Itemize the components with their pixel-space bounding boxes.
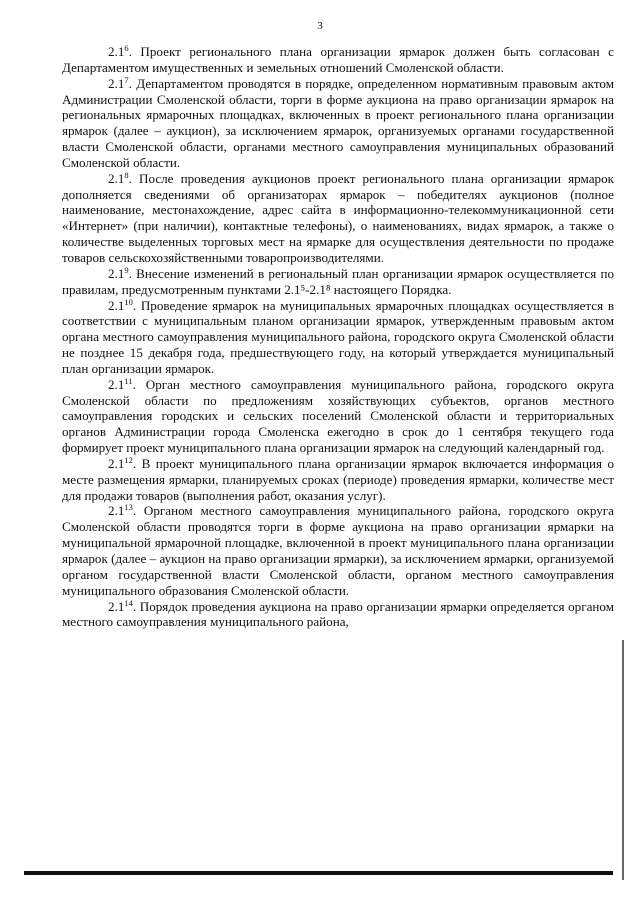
paragraph-text: . Департаментом проводятся в порядке, определенном нормативным правовым актом Администрации Смоленской области, торги в форме аукциона на право организации ярмарок на региональных ярмарочных площадках, включенных в проект регионального плана организации ярмарок (далее – аукцион), за исключением ярмарок, организуемых органами государственной власти Смоленской области, органами местного самоуправления муниципальных образований Смоленской области. bbox=[62, 75, 614, 170]
paragraph-2-1-11 bbox=[62, 377, 614, 456]
scan-edge-line bbox=[622, 640, 624, 880]
clause-number: 2.1 bbox=[108, 265, 125, 281]
clause-number: 2.1 bbox=[108, 376, 125, 392]
clause-number: 2.1 bbox=[108, 503, 125, 519]
clause-superscript: 13 bbox=[124, 502, 133, 513]
paragraph-text: . Проведение ярмарок на муниципальных ярмарочных площадках осуществляется в соответствии с муниципальным планом организации ярмарок, утвержденным правовым актом органа местного самоуправления муниципального района, городского округа Смоленской области не позднее 15 декабря года, предшествующего году, на который утверждается муниципальный план организации ярмарок. bbox=[62, 297, 614, 376]
clause-superscript: 6 bbox=[124, 43, 129, 53]
paragraph-2-1-10 bbox=[62, 298, 614, 377]
clause-number: 2.1 bbox=[108, 297, 125, 313]
clause-number: 2.1 bbox=[108, 44, 125, 59]
page-number: 3 bbox=[317, 20, 323, 32]
paragraph-text: . Порядок проведения аукциона на право организации ярмарки определяется органом местного самоуправления муниципального района, bbox=[62, 598, 614, 630]
paragraph-2-1-12 bbox=[62, 456, 614, 504]
paragraph-2-1-14 bbox=[62, 599, 614, 631]
paragraph-2-1-9 bbox=[62, 266, 614, 298]
clause-superscript: 7 bbox=[124, 74, 129, 85]
paragraph-text: . В проект муниципального плана организации ярмарок включается информация о месте размещения ярмарки, планируемых сроках (периоде) проведения ярмарки, количестве мест для продажи товаров (выполнения работ, оказания услуг). bbox=[62, 455, 614, 503]
clause-superscript: 14 bbox=[124, 597, 133, 608]
paragraph-text: . После проведения аукционов проект регионального плана организации ярмарок дополняется сведениями об организаторах ярмарок – победителях аукционов (полное наименование, местонахождение, адрес сайта в информационно-телекоммуникационной сети «Интернет» (при наличии), контактные телефоны), о наименованиях, видах ярмарок, а также о количестве выделенных торговых мест на ярмарке для осуществления деятельности по продаже товаров сельскохозяйственными товаропроизводителями. bbox=[62, 170, 614, 265]
clause-superscript: 8 bbox=[124, 169, 129, 180]
clause-number: 2.1 bbox=[108, 598, 125, 614]
clause-superscript: 10 bbox=[124, 296, 133, 307]
document-body bbox=[62, 44, 614, 630]
clause-superscript: 9 bbox=[124, 264, 129, 275]
paragraph-2-1-6 bbox=[62, 44, 614, 76]
paragraph-text: . Проект регионального плана организации ярмарок должен быть согласован с Департаментом имущественных и земельных отношений Смоленской области. bbox=[62, 44, 614, 75]
clause-number: 2.1 bbox=[108, 170, 125, 186]
paragraph-text: . Органом местного самоуправления муниципального района, городского округа Смоленской области проводятся торги в форме аукциона на право организации ярмарки на муниципальной ярмарочной площадке, включенной в проект муниципального плана организации ярмарок (далее – аукцион на право организации ярмарки), за исключением ярмарки, организуемой органом государственной власти Смоленской области, органом местного самоуправления муниципального образования Смоленской области. bbox=[62, 503, 614, 598]
paragraph-2-1-8 bbox=[62, 171, 614, 266]
clause-number: 2.1 bbox=[108, 75, 125, 91]
clause-number: 2.1 bbox=[108, 455, 125, 471]
paragraph-text: . Орган местного самоуправления муниципального района, городского округа Смоленской области по предложениям хозяйствующих субъектов, органов местного самоуправления городских и сельских поселений Смоленской области и территориальных органов Администрации города Смоленска ежегодно в срок до 1 сентября текущего года формирует проект муниципального плана организации ярмарок на следующий календарный год. bbox=[62, 376, 614, 456]
paragraph-2-1-13 bbox=[62, 503, 614, 598]
paragraph-2-1-7 bbox=[62, 76, 614, 171]
clause-superscript: 12 bbox=[124, 454, 133, 465]
clause-superscript: 11 bbox=[124, 375, 133, 386]
paragraph-text: . Внесение изменений в региональный план организации ярмарок осуществляется по правилам, предусмотренным пунктами 2.1⁵-2.1⁸ настоящего Порядка. bbox=[62, 265, 614, 297]
scan-border-bar bbox=[24, 871, 613, 875]
